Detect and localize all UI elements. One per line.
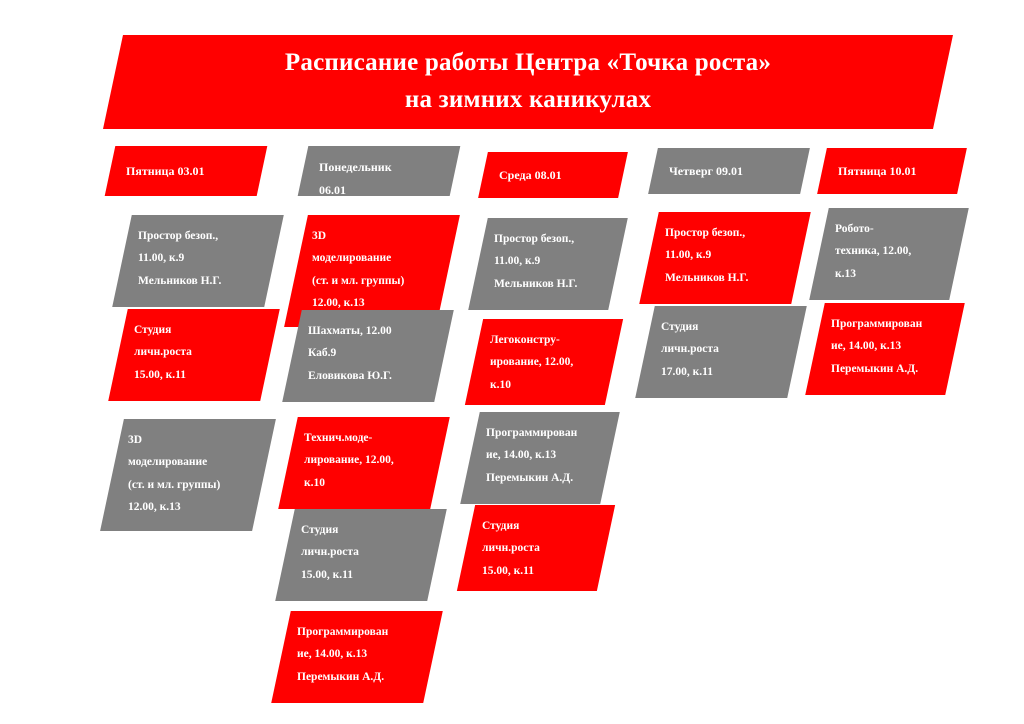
day-header-wednesday-08-01[interactable] — [478, 152, 628, 198]
event-line: ирование, 12.00, — [490, 356, 574, 369]
event-line: 15.00, к.11 — [301, 568, 353, 581]
day-header-label: Четверг 09.01 — [669, 164, 743, 179]
event-line: к.13 — [835, 267, 857, 280]
event-line: Еловикова Ю.Г. — [308, 369, 392, 382]
event-line: 15.00, к.11 — [482, 564, 534, 577]
day-header-friday-10-01[interactable] — [817, 148, 967, 194]
event-line: Перемыкин А.Д. — [831, 362, 919, 375]
day-header-label: Пятница 03.01 — [126, 164, 205, 179]
day-header-label: Пятница 10.01 — [838, 164, 917, 179]
day-header-monday-06-01[interactable] — [298, 146, 461, 196]
event-card[interactable] — [805, 303, 965, 395]
event-line: Простор безоп., — [494, 233, 575, 245]
event-line: 15.00, к.11 — [134, 368, 186, 381]
event-line: Студия — [482, 520, 520, 532]
event-card[interactable] — [465, 319, 623, 405]
event-line: ие, 14.00, к.13 — [297, 648, 368, 661]
event-card[interactable] — [275, 509, 447, 601]
event-line: Легоконстру- — [490, 334, 560, 346]
event-line: Мельников Н.Г. — [665, 271, 749, 284]
event-line: ие, 14.00, к.13 — [486, 449, 557, 462]
event-line: Мельников Н.Г. — [138, 274, 222, 287]
event-line: техника, 12.00, — [835, 245, 912, 258]
event-line: Студия — [301, 524, 339, 536]
event-line: личн.роста — [661, 343, 719, 356]
event-card[interactable] — [112, 215, 284, 307]
event-line: 3D — [312, 230, 327, 242]
event-line: моделирование — [128, 456, 208, 469]
event-card[interactable] — [468, 218, 628, 310]
event-line: Перемыкин А.Д. — [486, 471, 574, 484]
event-card[interactable] — [460, 412, 620, 504]
event-line: моделирование — [312, 252, 392, 265]
event-line: Перемыкин А.Д. — [297, 670, 385, 683]
day-header-label: Понедельник — [319, 160, 392, 174]
event-line: (ст. и мл. группы) — [128, 478, 221, 491]
event-card[interactable] — [635, 306, 807, 398]
event-line: личн.роста — [482, 542, 540, 555]
event-card[interactable] — [278, 417, 450, 509]
event-card[interactable] — [457, 505, 615, 591]
event-line: 11.00, к.9 — [665, 249, 712, 262]
event-line: Программирован — [831, 318, 923, 330]
event-card[interactable] — [639, 212, 811, 304]
title-line-1: Расписание работы Центра «Точка роста» — [284, 49, 772, 77]
event-card[interactable] — [282, 310, 454, 402]
event-line: ие, 14.00, к.13 — [831, 340, 902, 353]
event-line: к.10 — [490, 378, 512, 391]
day-header-thursday-09-01[interactable] — [648, 148, 810, 194]
event-line: лирование, 12.00, — [304, 454, 394, 467]
day-header-label: 06.01 — [319, 183, 346, 198]
event-line: Каб.9 — [308, 347, 337, 360]
event-card[interactable] — [108, 309, 280, 401]
event-line: Шахматы, 12.00 — [308, 325, 392, 337]
event-line: Программирован — [486, 427, 578, 439]
event-line: Робото- — [835, 223, 874, 235]
day-header-friday-03-01[interactable] — [105, 146, 268, 196]
event-line: Студия — [134, 324, 172, 336]
title-banner — [103, 35, 953, 129]
event-line: Студия — [661, 321, 699, 333]
event-line: Простор безоп., — [665, 227, 746, 239]
title-line-2: на зимних каникулах — [404, 86, 652, 113]
event-line: личн.роста — [134, 346, 192, 359]
event-line: 11.00, к.9 — [494, 255, 541, 268]
event-line: (ст. и мл. группы) — [312, 274, 405, 287]
event-line: 17.00, к.11 — [661, 365, 713, 378]
event-line: 12.00, к.13 — [128, 501, 181, 514]
event-card[interactable] — [100, 419, 276, 531]
event-card[interactable] — [271, 611, 443, 703]
event-line: 12.00, к.13 — [312, 297, 365, 310]
event-line: Программирован — [297, 626, 389, 638]
event-line: 11.00, к.9 — [138, 252, 185, 265]
event-line: личн.роста — [301, 546, 359, 559]
event-line: Простор безоп., — [138, 230, 219, 242]
event-line: Мельников Н.Г. — [494, 277, 578, 290]
event-line: 3D — [128, 434, 143, 446]
event-line: Технич.моде- — [304, 432, 373, 444]
day-header-label: Среда 08.01 — [499, 168, 562, 183]
event-line: к.10 — [304, 476, 326, 489]
event-card[interactable] — [809, 208, 969, 300]
